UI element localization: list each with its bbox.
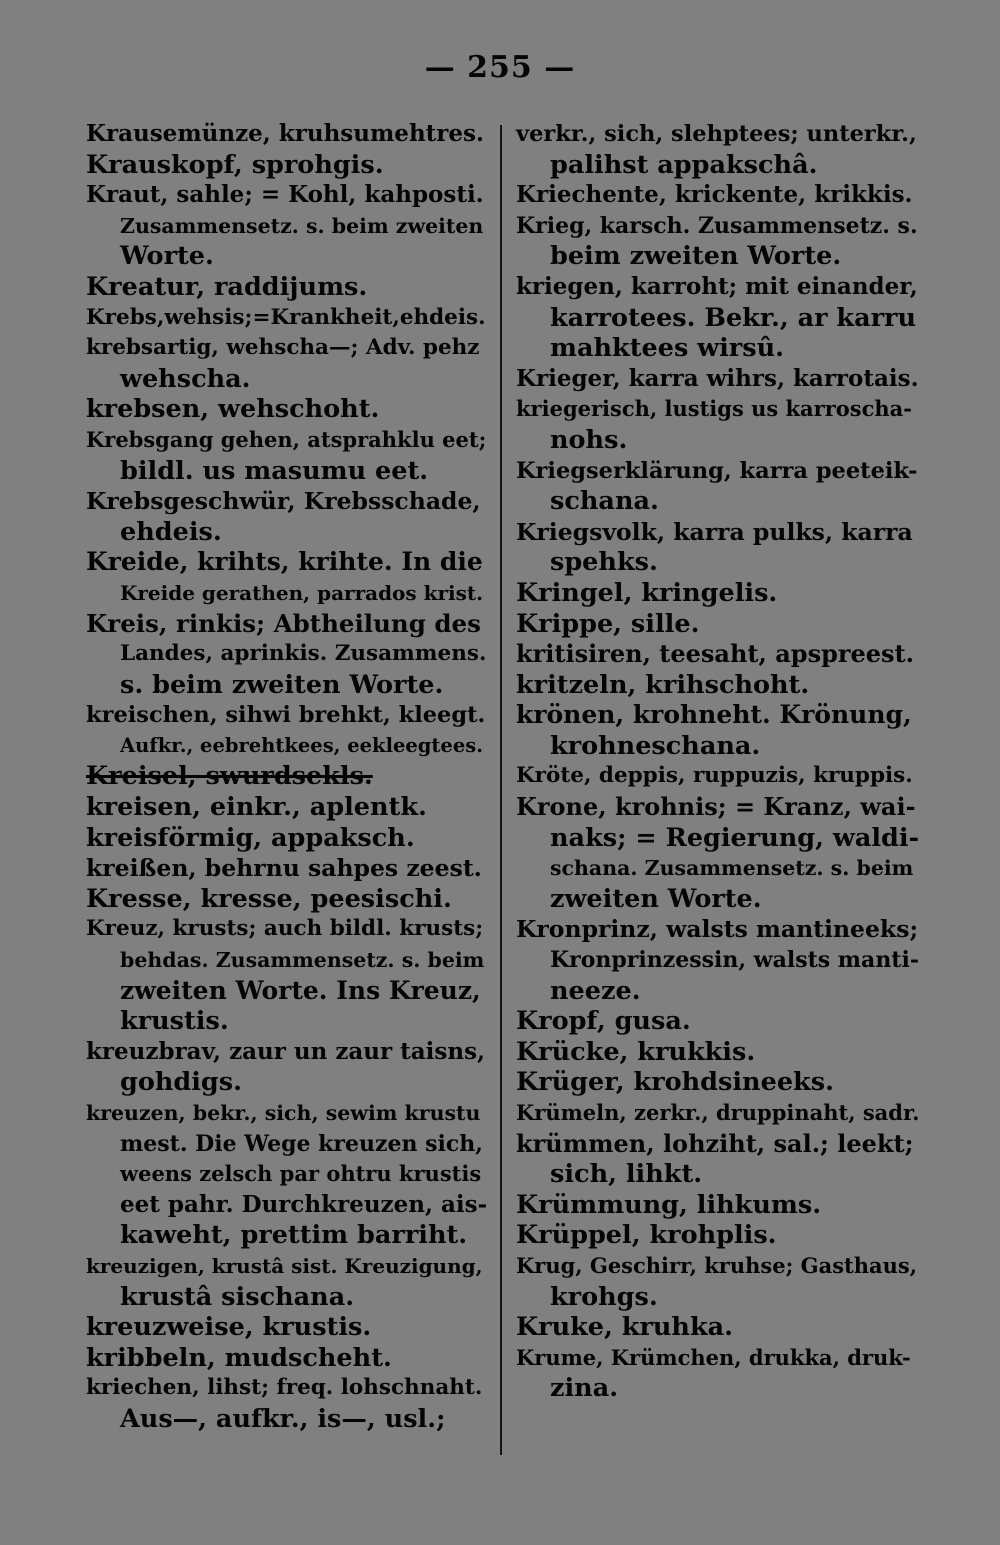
dictionary-entry-line: kreuzen, bekr., sich, sewim krustu [86,1101,481,1125]
entry-continuation-line: Aus—, aufkr., is—, usl.; [120,1403,446,1434]
entry-continuation-line: weens zelsch par ohtru krustis [120,1161,482,1187]
dictionary-entry-line: Kreis, rinkis; Abtheilung des [86,608,481,638]
dictionary-entry-line: Krug, Geschirr, kruhse; Gasthaus, [516,1252,917,1278]
entry-continuation-line: Zusammensetz. s. beim zweiten [120,213,484,238]
dictionary-entry-line: Kröte, deppis, ruppuzis, kruppis. [516,763,913,789]
dictionary-entry-line: Kreatur, raddijums. [86,271,368,302]
dictionary-entry-line: Kriegserklärung, karra peeteik- [516,457,918,484]
entry-continuation-line: kaweht, prettim barriht. [120,1220,468,1251]
dictionary-entry-line: Kringel, kringelis. [516,577,778,608]
dictionary-entry-line: Krippe, sille. [516,608,700,639]
dictionary-entry-line: kreisen, einkr., aplentk. [86,792,427,823]
entry-continuation-line: palihst appakschâ. [550,149,818,180]
dictionary-entry-line: Kresse, kresse, peesischi. [86,883,452,914]
dictionary-entry-line: Krüppel, krohplis. [516,1220,777,1251]
dictionary-entry-line: kreuzbrav, zaur un zaur taisns, [86,1037,486,1065]
entry-continuation-line: Worte. [120,241,214,272]
dictionary-entry-line: Krausemünze, kruhsumehtres. [86,120,484,147]
dictionary-entry-line: Krümmung, lihkums. [516,1189,822,1220]
dictionary-entry-line: Krieg, karsch. Zusammensetz. s. [516,212,918,239]
column-divider [500,125,502,1455]
dictionary-entry-line: Kriechente, krickente, krikkis. [516,181,913,209]
dictionary-entry-line: kritzeln, krihschoht. [516,669,810,700]
entry-continuation-line: Aufkr., eebrehtkees, eekleegtees. [120,733,484,757]
dictionary-entry-line: kreuzweise, krustis. [86,1312,372,1343]
dictionary-entry-line: krebsen, wehschoht. [86,394,380,425]
left-column [86,119,486,1435]
entry-continuation-line: neeze. [550,975,641,1006]
dictionary-entry-line: krümmen, lohziht, sal.; leekt; [516,1128,914,1158]
entry-continuation-line: Landes, aprinkis. Zusammens. [120,641,487,667]
dictionary-entry-line: Krieger, karra wihrs, karrotais. [516,364,919,392]
entry-continuation-line: naks; = Regierung, waldi- [550,822,920,853]
dictionary-entry-line: kriegerisch, lustigs us karroscha- [516,396,912,422]
dictionary-entry-line: Krüger, krohdsineeks. [516,1067,834,1098]
entry-continuation-line: krohneschana. [550,730,761,761]
dictionary-entry-line: kreisförmig, appaksch. [86,822,415,853]
right-column [516,119,918,1404]
entry-continuation-line: krustâ sischana. [120,1281,355,1312]
entry-continuation-line: bildl. us masumu eet. [120,455,429,486]
page-number: — 255 — [424,50,576,85]
dictionary-entry-line: Krauskopf, sprohgis. [86,149,384,180]
dictionary-entry-line: Krebsgang gehen, atsprahklu eet; [86,426,487,452]
dictionary-entry-line: Krümeln, zerkr., druppinaht, sadr. [516,1100,920,1125]
entry-continuation-line: krohgs. [550,1281,658,1312]
entry-continuation-line: karrotees. Bekr., ar karru [550,302,917,333]
dictionary-entry-line: Kruke, kruhka. [516,1312,734,1343]
entry-continuation-line: sich, lihkt. [550,1159,703,1190]
dictionary-entry-line: Kreisel, swurdsekls. [86,761,373,792]
dictionary-entry-line: Krebs,wehsis;=Krankheit,ehdeis. [86,304,486,330]
entry-continuation-line: s. beim zweiten Worte. [120,669,444,700]
dictionary-entry-line: Kropf, gusa. [516,1006,691,1037]
entry-continuation-line: eet pahr. Durchkreuzen, ais- [120,1190,488,1218]
dictionary-entry-line: kriegen, karroht; mit einander, [516,272,918,300]
dictionary-entry-line: Krücke, krukkis. [516,1036,756,1067]
entry-continuation-line: schana. Zusammensetz. s. beim [550,856,914,881]
dictionary-entry-line: Krebsgeschwür, Krebsschade, [86,487,481,516]
entry-continuation-line: spehks. [550,547,658,578]
entry-continuation-line: mahktees wirsû. [550,333,785,364]
dictionary-entry-line: kriechen, lihst; freq. lohschnaht. [86,1375,483,1401]
dictionary-entry-line: krebsartig, wehscha—; Adv. pehz [86,335,480,361]
entry-continuation-line: gohdigs. [120,1067,242,1098]
dictionary-entry-line: Krume, Krümchen, drukka, druk- [516,1344,911,1370]
dictionary-entry-line: Kraut, sahle; = Kohl, kahposti. [86,181,484,209]
dictionary-entry-line: Kronprinz, walsts mantineeks; [516,915,919,944]
entry-continuation-line: krustis. [120,1006,229,1037]
entry-continuation-line: wehscha. [120,363,251,394]
entry-continuation-line: behdas. Zusammensetz. s. beim [120,948,485,973]
entry-continuation-line: schana. [550,486,659,517]
entry-continuation-line: Kreide gerathen, parrados krist. [120,580,484,605]
entry-continuation-line: mest. Die Wege kreuzen sich, [120,1130,483,1157]
entry-continuation-line: zina. [550,1373,619,1404]
dictionary-entry-line: Krone, krohnis; = Kranz, wai- [516,792,916,822]
dictionary-entry-line: verkr., sich, slehptees; unterkr., [516,121,917,147]
entry-continuation-line: beim zweiten Worte. [550,241,842,272]
dictionary-entry-line: Kreide, krihts, krihte. In die [86,547,483,577]
dictionary-entry-line: kribbeln, mudscheht. [86,1342,392,1373]
entry-continuation-line: zweiten Worte. [550,883,762,914]
entry-continuation-line: nohs. [550,424,628,455]
dictionary-entry-line: krönen, krohneht. Krönung, [516,700,912,730]
dictionary-entry-line: Kreuz, krusts; auch bildl. krusts; [86,916,484,942]
entry-continuation-line: zweiten Worte. Ins Kreuz, [120,975,481,1005]
dictionary-entry-line: kreischen, sihwi brehkt, kleegt. [86,702,486,729]
entry-continuation-line: ehdeis. [120,516,222,547]
dictionary-entry-line: Kriegsvolk, karra pulks, karra [516,517,913,546]
dictionary-entry-line: kreuzigen, krustâ sist. Kreuzigung, [86,1253,483,1278]
entry-continuation-line: Kronprinzessin, walsts manti- [550,947,919,974]
dictionary-entry-line: kritisiren, teesaht, apspreest. [516,639,914,669]
dictionary-entry-line: kreißen, behrnu sahpes zeest. [86,854,482,883]
